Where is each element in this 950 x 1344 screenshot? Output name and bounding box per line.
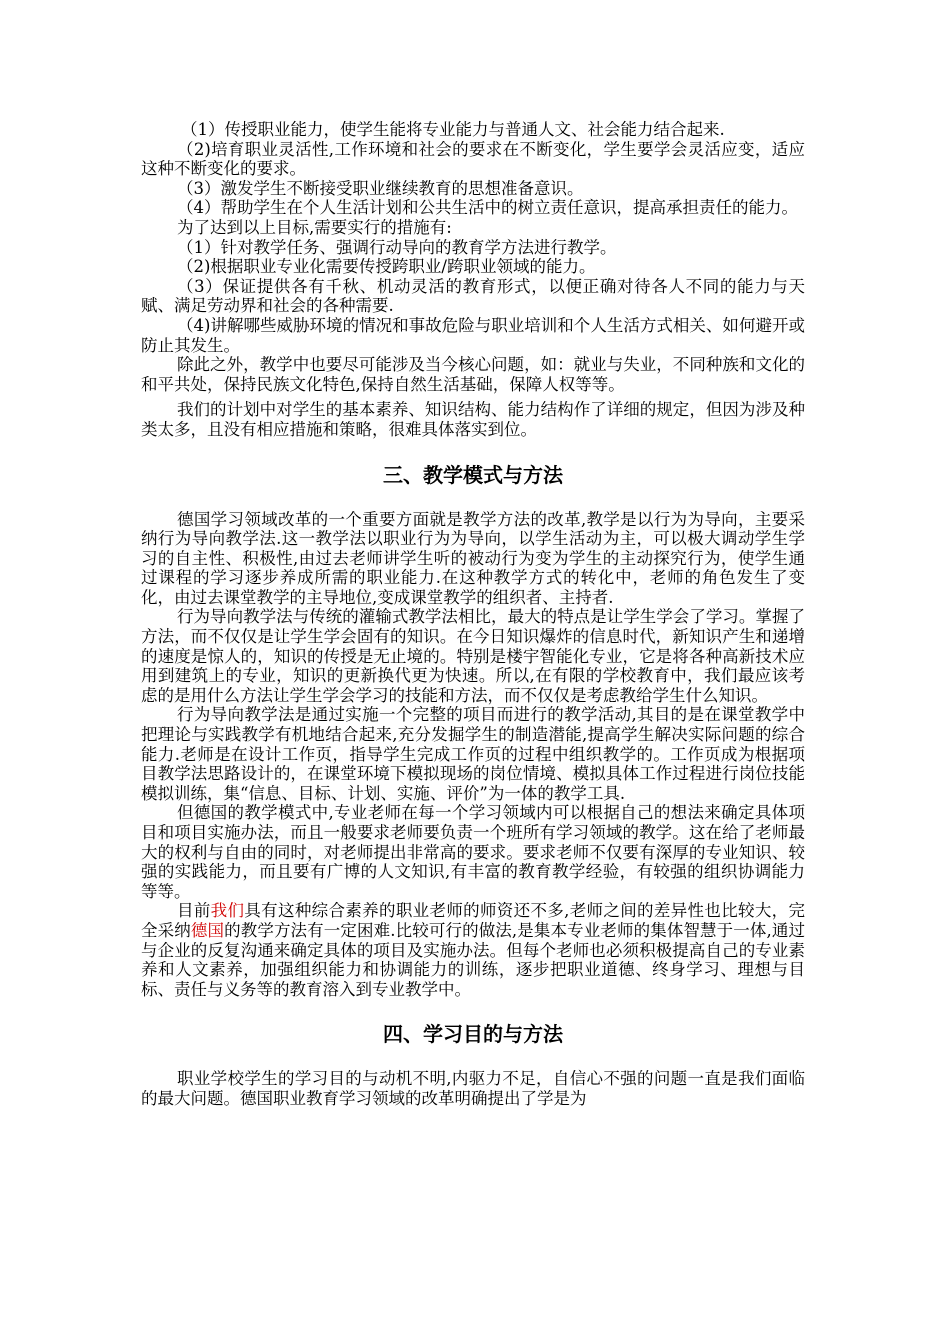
highlighted-text: 我们 — [210, 901, 245, 921]
paragraph: 德国学习领域改革的一个重要方面就是教学方法的改革,教学是以行为为导向，主要采纳行为导向教学法.这一教学法以职业行为为导向，以学生活动为主，可以极大调动学生学习的自主性、积极性,由过去老师讲学生听的被动行为变为学生的主动探究行为，使学生通过课程的学习逐步养成所需的职业能力.在这种教学方式的转化中，老师的角色发生了变化，由过去课堂教学的主导地位,变成课堂教学的组织者、主持者. — [141, 509, 805, 607]
paragraph: 行为导向教学法是通过实施一个完整的项目而进行的教学活动,其目的是在课堂教学中把理论与实践教学有机地结合起来,充分发掘学生的制造潜能,提高学生解决实际问题的综合能力.老师是在设计工作页，指导学生完成工作页的过程中组织教学的。工作页成为根据项目教学法思路设计的，在课堂环境下模拟现场的岗位情境、模拟具体工作过程进行岗位技能模拟训练，集“信息、目标、计划、实施、评价”为一体的教学工具. — [141, 705, 805, 803]
paragraph: （1）传授职业能力，使学生能将专业能力与普通人文、社会能力结合起来. — [181, 120, 725, 139]
paragraph: 我们的计划中对学生的基本素养、知识结构、能力结构作了详细的规定，但因为涉及种类太多，且没有相应措施和策略，很难具体落实到位。 — [141, 400, 805, 439]
text-run: 具有这种综合素养的职业老师的师资还不多,老师之间的差异性也比较大，完全采纳 — [141, 901, 806, 940]
paragraph: 但德国的教学模式中,专业老师在每一个学习领域内可以根据自己的想法来确定具体项目和项目实施办法，而且一般要求老师要负责一个班所有学习领域的教学。这在给了老师最大的权利与自由的同时，对老师提出非常高的要求。要求老师不仅要有深厚的专业知识、较强的实践能力，而且要有广博的人文知识,有丰富的教育教学经验，有较强的组织协调能力等等。 — [141, 803, 805, 901]
paragraph: 除此之外，教学中也要尽可能涉及当今核心问题，如：就业与失业，不同种族和文化的和平共处，保持民族文化特色,保持自然生活基础，保障人权等等。 — [141, 355, 805, 394]
paragraph: （3）保证提供各有千秋、机动灵活的教育形式，以便正确对待各人不同的能力与天赋、满足劳动界和社会的各种需要. — [141, 276, 805, 316]
paragraph: （4)讲解哪些威胁环境的情况和事故危险与职业培训和个人生活方式相关、如何避开或防止其发生。 — [141, 315, 805, 355]
paragraph: 行为导向教学法与传统的灌输式教学法相比，最大的特点是让学生学会了学习。掌握了方法，而不仅仅是让学生学会固有的知识。在今日知识爆炸的信息时代，新知识产生和递增的速度是惊人的，知识的传授是无止境的。特别是楼宇智能化专业，它是将各种高新技术应用到建筑上的专业，知识的更新换代更为快速。所以,在有限的学校教育中，我们最应该考虑的是用什么方法让学生学会学习的技能和方法，而不仅仅是考虑教给学生什么知识。 — [141, 607, 805, 705]
paragraph — [141, 901, 805, 999]
paragraph: （1）针对教学任务、强调行动导向的教育学方法进行教学。 — [177, 237, 617, 257]
paragraph: 为了达到以上目标,需要实行的措施有: — [177, 217, 452, 237]
text-run: 的教学方法有一定困难.比较可行的做法,是集本专业老师的集体智慧于一体,通过与企业的反复沟通来确定具体的项目及实施办法。但每个老师也必须积极提高自己的专业素养和人文素养，加强组织能力和协调能力的训练，逐步把职业道德、终身学习、理想与目标、责任与义务等的教育溶入到专业教学中。 — [141, 920, 805, 999]
paragraph: （4）帮助学生在个人生活计划和公共生活中的树立责任意识，提高承担责任的能力。 — [177, 198, 798, 218]
document-body — [141, 120, 805, 1109]
paragraph: 职业学校学生的学习目的与动机不明,内驱力不足，自信心不强的问题一直是我们面临的最大问题。德国职业教育学习领域的改革明确提出了学是为 — [141, 1069, 805, 1108]
section-heading-4: 四、学习目的与方法 — [383, 1022, 563, 1047]
paragraph: （2)根据职业专业化需要传授跨职业/跨职业领域的能力。 — [177, 257, 596, 277]
highlighted-text: 德国 — [190, 920, 225, 940]
paragraph: （3）激发学生不断接受职业继续教育的思想准备意识。 — [177, 178, 584, 198]
section-heading-3: 三、教学模式与方法 — [383, 462, 563, 487]
paragraph: （2)培育职业灵活性,工作环境和社会的要求在不断变化，学生要学会灵活应变，适应这种不断变化的要求。 — [141, 139, 805, 179]
text-run: 目前 — [177, 901, 211, 921]
